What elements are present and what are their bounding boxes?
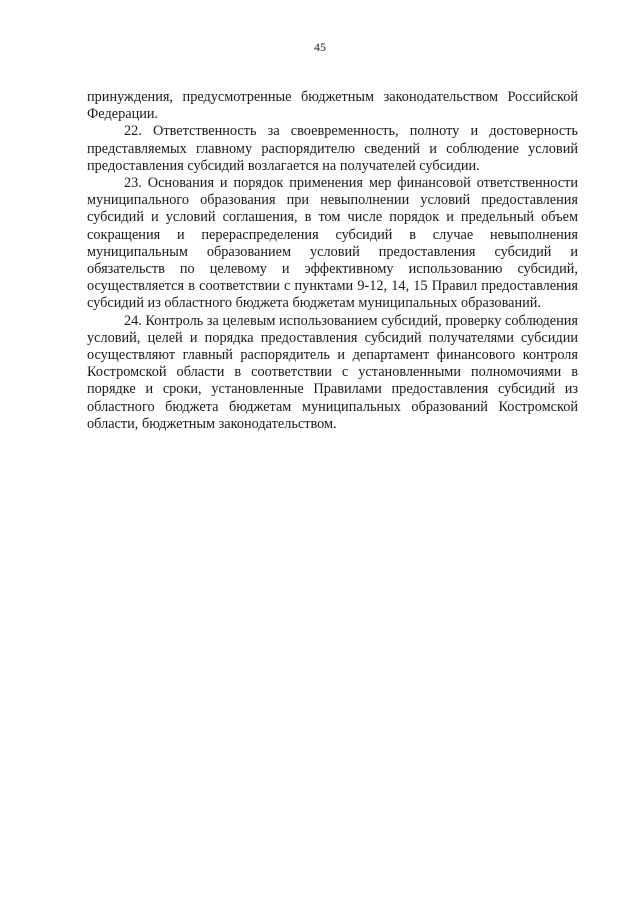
- document-body: [87, 89, 578, 433]
- paragraph-continuation: принуждения, предусмотренные бюджетным законодательством Российской Федерации.: [87, 89, 578, 123]
- paragraph-item-23: 23. Основания и порядок применения мер финансовой ответственности муниципального образования при невыполнении условий предоставления субсидий и условий соглашения, в том числе порядок и предельный объем сокращения и перераспределения субсидий в случае невыполнения муниципальным образованием условий предоставления субсидий и обязательств по целевому и эффективному использованию субсидий, осуществляется в соответствии с пунктами 9-12, 14, 15 Правил предоставления субсидий из областного бюджета бюджетам муниципальных образований.: [87, 175, 578, 312]
- paragraph-item-24: 24. Контроль за целевым использованием субсидий, проверку соблюдения условий, целей и порядка предоставления субсидий получателями субсидии осуществляют главный распорядитель и департамент финансового контроля Костромской области в соответствии с установленными полномочиями в порядке и сроки, установленные Правилами предоставления субсидий из областного бюджета бюджетам муниципальных образований Костромской области, бюджетным законодательством.: [87, 312, 578, 432]
- page-number: 45: [314, 40, 326, 54]
- paragraph-item-22: 22. Ответственность за своевременность, полноту и достоверность представляемых главному распорядителю сведений и соблюдение условий предоставления субсидий возлагается на получателей субсидии.: [87, 123, 578, 174]
